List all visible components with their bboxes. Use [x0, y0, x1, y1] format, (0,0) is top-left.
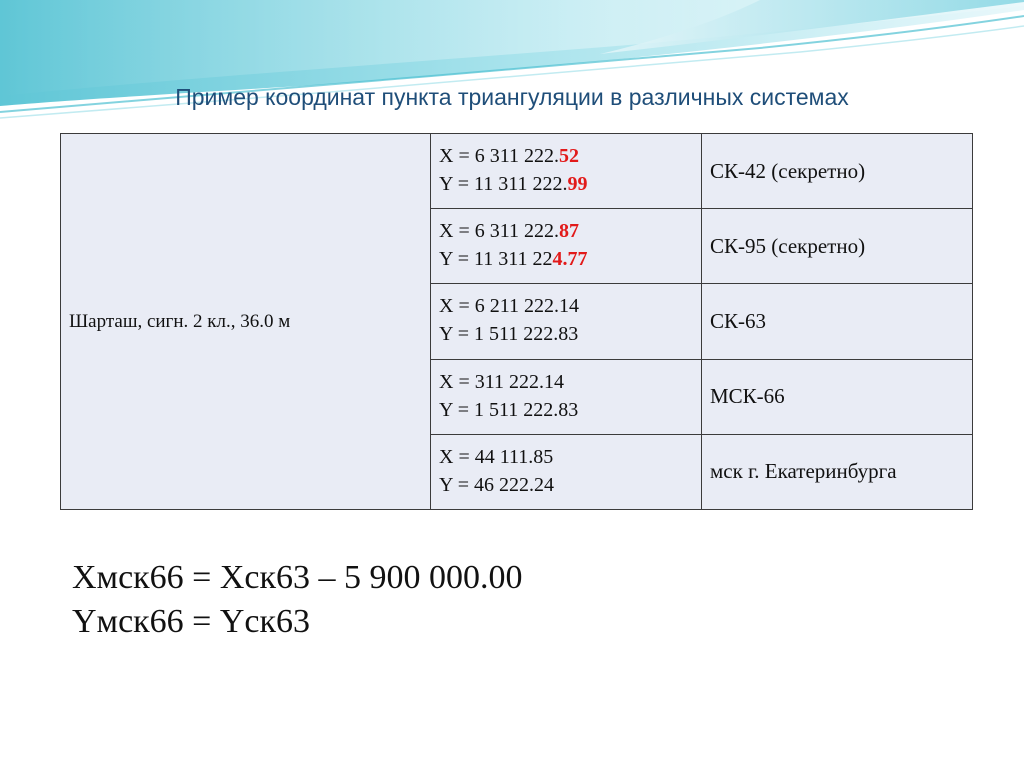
coordinates-cell	[431, 209, 702, 284]
x-coordinate: X = 44 111.85	[439, 445, 554, 468]
coordinate-system-cell: МСК-66	[702, 359, 973, 434]
x-formula: Xмск66 = Xск63 – 5 900 000.00	[72, 559, 523, 596]
y-coordinate: Y = 1 511 222.83	[439, 323, 579, 346]
changed-digits: 99	[567, 173, 588, 195]
x-coordinate: X = 6 311 222.87	[439, 220, 579, 243]
coordinate-system-cell: СК-95 (секретно)	[702, 209, 973, 284]
point-name-cell: Шарташ, сигн. 2 кл., 36.0 м	[61, 134, 431, 510]
y-coordinate: Y = 11 311 222.99	[439, 173, 588, 195]
coordinate-system-cell: СК-63	[702, 284, 973, 359]
table-row	[61, 134, 973, 209]
slide-title: Пример координат пункта триангуляции в различных системах	[175, 84, 849, 110]
coordinates-cell	[431, 434, 702, 509]
changed-digits: 52	[558, 145, 579, 167]
coordinates-cell	[431, 134, 702, 209]
coordinate-system-cell: мск г. Екатеринбурга	[702, 434, 973, 509]
coordinates-cell	[431, 359, 702, 434]
changed-digits: 4.77	[552, 248, 588, 271]
conversion-formulas	[72, 556, 523, 644]
coordinates-cell	[431, 284, 702, 359]
y-formula: Yмск66 = Yск63	[72, 603, 311, 640]
y-coordinate: Y = 1 511 222.83	[439, 398, 579, 421]
x-coordinate: X = 6 211 222.14	[439, 295, 579, 318]
y-coordinate: Y = 11 311 224.77	[439, 248, 588, 271]
coordinates-table	[60, 133, 973, 510]
changed-digits: 87	[558, 220, 579, 243]
x-coordinate: X = 6 311 222.52	[439, 145, 579, 167]
coordinate-system-cell: СК-42 (секретно)	[702, 134, 973, 209]
y-coordinate: Y = 46 222.24	[439, 473, 554, 496]
x-coordinate: X = 311 222.14	[439, 370, 564, 393]
